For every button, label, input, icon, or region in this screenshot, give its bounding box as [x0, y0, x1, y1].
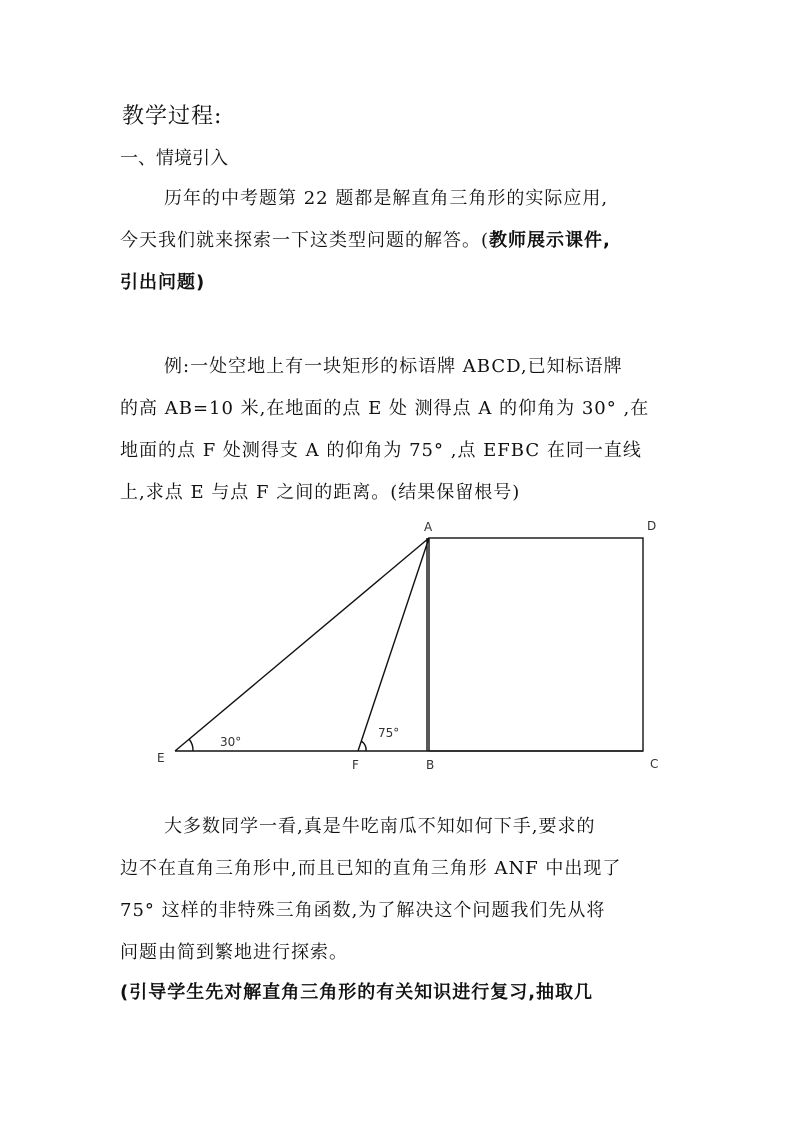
angle-arc-E	[189, 739, 193, 751]
rectangle-ABCD	[429, 538, 643, 751]
intro-line-1: 历年的中考题第 22 题都是解直角三角形的实际应用,	[164, 188, 609, 209]
intro-line-2-text: 今天我们就来探索一下这类型问题的解答。(	[120, 230, 490, 251]
discussion-line-1: 大多数同学一看,真是牛吃南瓜不知如何下手,要求的	[164, 816, 596, 837]
label-E: E	[157, 751, 165, 765]
example-line-4: 上,求点 E 与点 F 之间的距离。(结果保留根号)	[120, 482, 521, 503]
section-heading: 一、情境引入	[120, 148, 228, 169]
line-FA	[358, 538, 429, 751]
discussion-line-5: (引导学生先对解直角三角形的有关知识进行复习,抽取几	[120, 982, 594, 1003]
label-D: D	[647, 519, 657, 533]
example-line-1: 例:一处空地上有一块矩形的标语牌 ABCD,已知标语牌	[164, 356, 623, 377]
label-B: B	[426, 758, 435, 772]
label-A: A	[424, 520, 433, 534]
intro-line-3: 引出问题)	[120, 272, 206, 293]
line-EA	[175, 538, 429, 751]
discussion-line-2: 边不在直角三角形中,而且已知的直角三角形 ANF 中出现了	[120, 858, 622, 879]
intro-line-2-bold: 教师展示课件,	[489, 230, 611, 251]
angle-arc-F	[361, 741, 366, 751]
angle-label-75: 75°	[378, 726, 400, 740]
angle-label-30: 30°	[220, 735, 242, 749]
label-F: F	[352, 758, 359, 772]
example-line-2: 的高 AB=10 米,在地面的点 E 处 测得点 A 的仰角为 30° ,在	[120, 398, 650, 419]
discussion-line-3: 75° 这样的非特殊三角函数,为了解决这个问题我们先从将	[120, 900, 606, 921]
discussion-line-4: 问题由简到繁地进行探索。	[120, 942, 348, 963]
example-line-3: 地面的点 F 处测得支 A 的仰角为 75° ,点 EFBC 在同一直线	[120, 440, 642, 461]
label-C: C	[650, 757, 659, 771]
page-title: 教学过程:	[122, 104, 223, 129]
